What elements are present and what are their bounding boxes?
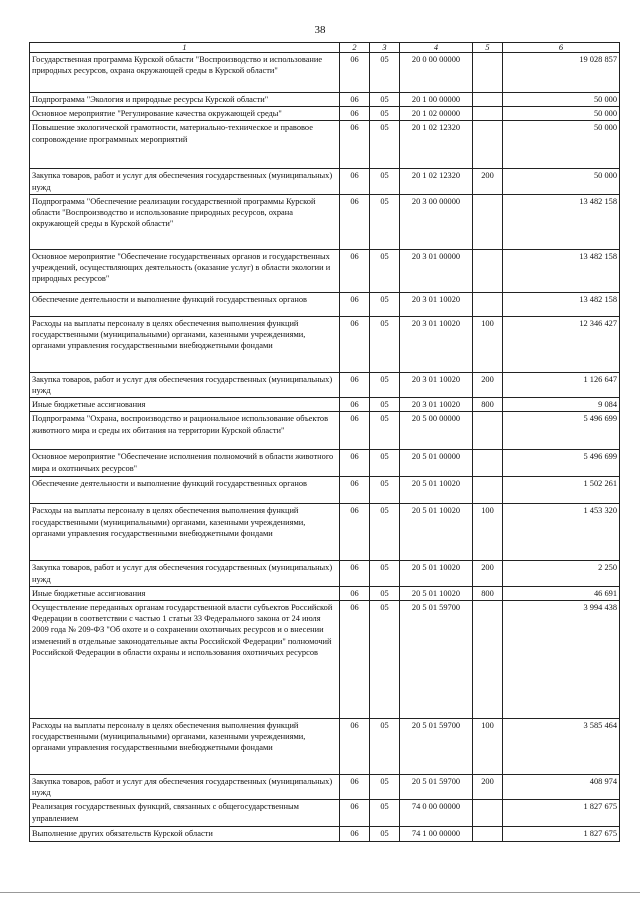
cell-vr: 200 bbox=[473, 372, 503, 397]
cell-vr bbox=[473, 827, 503, 841]
table-row bbox=[30, 107, 620, 121]
header-cell: 3 bbox=[370, 43, 400, 53]
cell-csr: 20 1 00 00000 bbox=[400, 93, 473, 107]
cell-rz: 06 bbox=[340, 477, 370, 504]
cell-csr: 20 5 01 59700 bbox=[400, 775, 473, 800]
page-number: 38 bbox=[314, 24, 326, 36]
table-row bbox=[30, 93, 620, 107]
cell-amount: 50 000 bbox=[503, 169, 620, 194]
cell-amount: 50 000 bbox=[503, 93, 620, 107]
cell-csr: 20 5 01 10020 bbox=[400, 477, 473, 504]
table-row bbox=[30, 504, 620, 561]
cell-vr: 800 bbox=[473, 398, 503, 412]
cell-vr: 100 bbox=[473, 316, 503, 372]
cell-csr: 20 5 01 10020 bbox=[400, 561, 473, 586]
table-row bbox=[30, 477, 620, 504]
cell-rz: 06 bbox=[340, 292, 370, 316]
cell-pr: 05 bbox=[370, 372, 400, 397]
table-row bbox=[30, 601, 620, 719]
cell-csr: 20 3 01 10020 bbox=[400, 398, 473, 412]
cell-amount: 3 585 464 bbox=[503, 719, 620, 775]
cell-rz: 06 bbox=[340, 412, 370, 450]
cell-name: Расходы на выплаты персоналу в целях обеспечения выполнения функций государственными (муниципальными) органами, казенными учреждениями, органами управления государственными внебюджетными фондами bbox=[30, 504, 340, 561]
cell-vr bbox=[473, 121, 503, 169]
cell-rz: 06 bbox=[340, 107, 370, 121]
bottom-scan-line bbox=[0, 892, 640, 893]
cell-csr: 74 1 00 00000 bbox=[400, 827, 473, 841]
cell-vr bbox=[473, 412, 503, 450]
cell-name: Осуществление переданных органам государственной власти субъектов Российской Федерации в соответствии с частью 1 статьи 33 Федерального закона от 24 июля 2009 года № 209-ФЗ "Об охоте и о сохранении охотничьих ресурсов и о внесении изменений в отдельные законодательные акты Российской Федерации" полномочий Российской Федерации в области охраны и использования охотничьих ресурсов bbox=[30, 601, 340, 719]
cell-name: Государственная программа Курской области "Воспроизводство и использование природных ресурсов, охрана окружающей среды в Курской области" bbox=[30, 53, 340, 93]
table-row bbox=[30, 169, 620, 194]
cell-vr: 100 bbox=[473, 719, 503, 775]
cell-rz: 06 bbox=[340, 586, 370, 600]
cell-csr: 74 0 00 00000 bbox=[400, 800, 473, 827]
table-row bbox=[30, 398, 620, 412]
cell-rz: 06 bbox=[340, 372, 370, 397]
cell-name: Расходы на выплаты персоналу в целях обеспечения выполнения функций государственными (муниципальными) органами, казенными учреждениями, органами управления государственными внебюджетными фондами bbox=[30, 719, 340, 775]
table-row bbox=[30, 194, 620, 249]
cell-amount: 1 126 647 bbox=[503, 372, 620, 397]
cell-rz: 06 bbox=[340, 194, 370, 249]
cell-rz: 06 bbox=[340, 800, 370, 827]
cell-csr: 20 1 02 00000 bbox=[400, 107, 473, 121]
cell-csr: 20 5 01 10020 bbox=[400, 586, 473, 600]
table-row bbox=[30, 775, 620, 800]
cell-amount: 13 482 158 bbox=[503, 292, 620, 316]
cell-rz: 06 bbox=[340, 249, 370, 292]
cell-name: Закупка товаров, работ и услуг для обеспечения государственных (муниципальных) нужд bbox=[30, 775, 340, 800]
cell-vr bbox=[473, 800, 503, 827]
cell-csr: 20 0 00 00000 bbox=[400, 53, 473, 93]
cell-name: Обеспечение деятельности и выполнение функций государственных органов bbox=[30, 292, 340, 316]
header-cell: 2 bbox=[340, 43, 370, 53]
cell-name: Подпрограмма "Экология и природные ресурсы Курской области" bbox=[30, 93, 340, 107]
cell-name: Выполнение других обязательств Курской области bbox=[30, 827, 340, 841]
cell-amount: 408 974 bbox=[503, 775, 620, 800]
cell-amount: 19 028 857 bbox=[503, 53, 620, 93]
cell-csr: 20 1 02 12320 bbox=[400, 121, 473, 169]
cell-amount: 3 994 438 bbox=[503, 601, 620, 719]
cell-pr: 05 bbox=[370, 169, 400, 194]
cell-csr: 20 5 01 59700 bbox=[400, 719, 473, 775]
cell-pr: 05 bbox=[370, 194, 400, 249]
cell-rz: 06 bbox=[340, 775, 370, 800]
cell-vr bbox=[473, 93, 503, 107]
cell-pr: 05 bbox=[370, 53, 400, 93]
cell-amount: 1 827 675 bbox=[503, 827, 620, 841]
cell-amount: 1 827 675 bbox=[503, 800, 620, 827]
cell-vr bbox=[473, 292, 503, 316]
cell-vr: 200 bbox=[473, 561, 503, 586]
header-cell: 4 bbox=[400, 43, 473, 53]
cell-pr: 05 bbox=[370, 107, 400, 121]
table-row bbox=[30, 372, 620, 397]
header-cell: 5 bbox=[473, 43, 503, 53]
table-row bbox=[30, 719, 620, 775]
cell-rz: 06 bbox=[340, 504, 370, 561]
cell-amount: 1 453 320 bbox=[503, 504, 620, 561]
cell-rz: 06 bbox=[340, 93, 370, 107]
cell-csr: 20 5 01 00000 bbox=[400, 450, 473, 477]
table-row bbox=[30, 316, 620, 372]
cell-name: Подпрограмма "Охрана, воспроизводство и рациональное использование объектов животного мира и среды их обитания на территории Курской области" bbox=[30, 412, 340, 450]
table-row bbox=[30, 450, 620, 477]
cell-pr: 05 bbox=[370, 121, 400, 169]
cell-amount: 5 496 699 bbox=[503, 412, 620, 450]
cell-rz: 06 bbox=[340, 450, 370, 477]
cell-name: Повышение экологической грамотности, материально-техническое и правовое сопровождение программных мероприятий bbox=[30, 121, 340, 169]
table-row bbox=[30, 561, 620, 586]
cell-pr: 05 bbox=[370, 477, 400, 504]
cell-name: Закупка товаров, работ и услуг для обеспечения государственных (муниципальных) нужд bbox=[30, 169, 340, 194]
cell-csr: 20 3 00 00000 bbox=[400, 194, 473, 249]
cell-vr: 100 bbox=[473, 504, 503, 561]
cell-pr: 05 bbox=[370, 292, 400, 316]
cell-name: Основное мероприятие "Регулирование качества окружающей среды" bbox=[30, 107, 340, 121]
cell-pr: 05 bbox=[370, 800, 400, 827]
cell-name: Закупка товаров, работ и услуг для обеспечения государственных (муниципальных) нужд bbox=[30, 561, 340, 586]
header-cell: 6 bbox=[503, 43, 620, 53]
cell-pr: 05 bbox=[370, 398, 400, 412]
cell-vr bbox=[473, 53, 503, 93]
cell-name: Иные бюджетные ассигнования bbox=[30, 398, 340, 412]
cell-name: Основное мероприятие "Обеспечение государственных органов и государственных учреждений, осуществляющих деятельность (оказание услуг) в области экологии и природных ресурсов" bbox=[30, 249, 340, 292]
cell-csr: 20 5 01 59700 bbox=[400, 601, 473, 719]
table-row bbox=[30, 121, 620, 169]
cell-pr: 05 bbox=[370, 827, 400, 841]
cell-vr bbox=[473, 477, 503, 504]
cell-name: Основное мероприятие "Обеспечение исполнения полномочий в области животного мира и охотничьих ресурсов" bbox=[30, 450, 340, 477]
table-row bbox=[30, 412, 620, 450]
table-row bbox=[30, 292, 620, 316]
cell-pr: 05 bbox=[370, 450, 400, 477]
cell-csr: 20 5 01 10020 bbox=[400, 504, 473, 561]
cell-name: Реализация государственных функций, связанных с общегосударственным управлением bbox=[30, 800, 340, 827]
cell-pr: 05 bbox=[370, 412, 400, 450]
table-row bbox=[30, 586, 620, 600]
cell-vr: 200 bbox=[473, 775, 503, 800]
cell-name: Обеспечение деятельности и выполнение функций государственных органов bbox=[30, 477, 340, 504]
cell-csr: 20 3 01 10020 bbox=[400, 372, 473, 397]
cell-amount: 5 496 699 bbox=[503, 450, 620, 477]
cell-pr: 05 bbox=[370, 775, 400, 800]
cell-vr: 200 bbox=[473, 169, 503, 194]
cell-vr bbox=[473, 601, 503, 719]
cell-rz: 06 bbox=[340, 827, 370, 841]
cell-rz: 06 bbox=[340, 561, 370, 586]
cell-pr: 05 bbox=[370, 316, 400, 372]
cell-amount: 13 482 158 bbox=[503, 194, 620, 249]
cell-pr: 05 bbox=[370, 504, 400, 561]
cell-vr bbox=[473, 249, 503, 292]
cell-vr bbox=[473, 107, 503, 121]
cell-pr: 05 bbox=[370, 601, 400, 719]
cell-pr: 05 bbox=[370, 249, 400, 292]
table-row bbox=[30, 800, 620, 827]
cell-vr: 800 bbox=[473, 586, 503, 600]
cell-name: Закупка товаров, работ и услуг для обеспечения государственных (муниципальных) нужд bbox=[30, 372, 340, 397]
cell-pr: 05 bbox=[370, 93, 400, 107]
table-row bbox=[30, 249, 620, 292]
cell-rz: 06 bbox=[340, 601, 370, 719]
cell-rz: 06 bbox=[340, 169, 370, 194]
cell-csr: 20 1 02 12320 bbox=[400, 169, 473, 194]
cell-pr: 05 bbox=[370, 561, 400, 586]
table-row bbox=[30, 827, 620, 841]
cell-amount: 9 084 bbox=[503, 398, 620, 412]
cell-amount: 50 000 bbox=[503, 107, 620, 121]
cell-vr bbox=[473, 194, 503, 249]
cell-csr: 20 3 01 10020 bbox=[400, 292, 473, 316]
cell-rz: 06 bbox=[340, 316, 370, 372]
cell-amount: 13 482 158 bbox=[503, 249, 620, 292]
cell-amount: 46 691 bbox=[503, 586, 620, 600]
header-cell: 1 bbox=[30, 43, 340, 53]
cell-csr: 20 5 00 00000 bbox=[400, 412, 473, 450]
budget-table bbox=[29, 42, 620, 842]
cell-pr: 05 bbox=[370, 586, 400, 600]
table-row bbox=[30, 53, 620, 93]
cell-amount: 1 502 261 bbox=[503, 477, 620, 504]
cell-rz: 06 bbox=[340, 121, 370, 169]
cell-rz: 06 bbox=[340, 398, 370, 412]
cell-rz: 06 bbox=[340, 719, 370, 775]
cell-amount: 12 346 427 bbox=[503, 316, 620, 372]
cell-amount: 50 000 bbox=[503, 121, 620, 169]
cell-amount: 2 250 bbox=[503, 561, 620, 586]
cell-name: Подпрограмма "Обеспечение реализации государственной программы Курской области "Воспроизводство и использование природных ресурсов, охрана окружающей среды в Курской области" bbox=[30, 194, 340, 249]
cell-name: Иные бюджетные ассигнования bbox=[30, 586, 340, 600]
cell-rz: 06 bbox=[340, 53, 370, 93]
cell-pr: 05 bbox=[370, 719, 400, 775]
cell-name: Расходы на выплаты персоналу в целях обеспечения выполнения функций государственными (муниципальными) органами, казенными учреждениями, органами управления государственными внебюджетными фондами bbox=[30, 316, 340, 372]
cell-csr: 20 3 01 00000 bbox=[400, 249, 473, 292]
cell-vr bbox=[473, 450, 503, 477]
cell-csr: 20 3 01 10020 bbox=[400, 316, 473, 372]
table-header-row bbox=[30, 43, 620, 53]
